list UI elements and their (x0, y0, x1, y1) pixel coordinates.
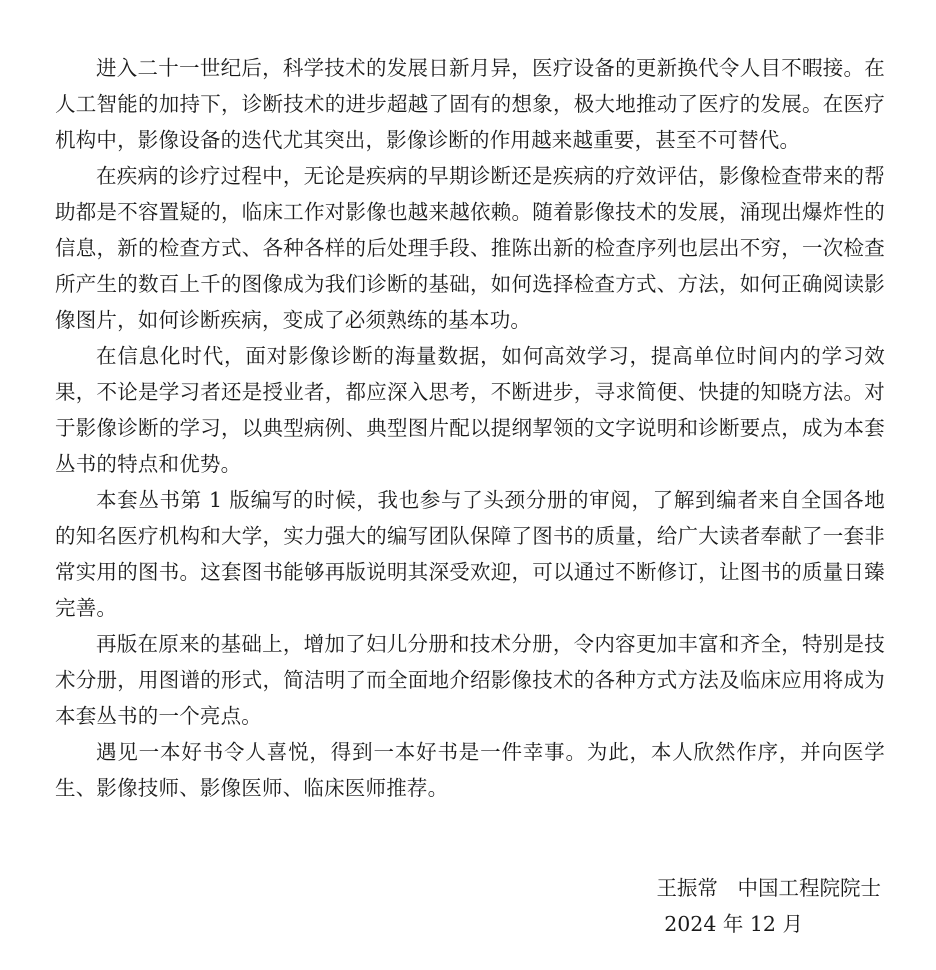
signature-block (656, 870, 881, 942)
paragraph-1: 进入二十一世纪后，科学技术的发展日新月异，医疗设备的更新换代令人目不暇接。在人工智能的加持下，诊断技术的进步超越了固有的想象，极大地推动了医疗的发展。在医疗机构中，影像设备的迭代尤其突出，影像诊断的作用越来越重要，甚至不可替代。 (55, 56, 885, 152)
paragraph-2: 在疾病的诊疗过程中，无论是疾病的早期诊断还是疾病的疗效评估，影像检查带来的帮助都是不容置疑的，临床工作对影像也越来越依赖。随着影像技术的发展，涌现出爆炸性的信息，新的检查方式、各种各样的后处理手段、推陈出新的检查序列也层出不穷，一次检查所产生的数百上千的图像成为我们诊断的基础，如何选择检查方式、方法，如何正确阅读影像图片，如何诊断疾病，变成了必须熟练的基本功。 (55, 164, 885, 332)
author-title: 中国工程院院士 (737, 876, 881, 900)
signature-line (656, 870, 881, 906)
author-name: 王振常 (656, 876, 718, 900)
signature-date: 2024 年 12 月 (664, 912, 803, 936)
paragraph-5: 再版在原来的基础上，增加了妇儿分册和技术分册，令内容更加丰富和齐全，特别是技术分册，用图谱的形式，简洁明了而全面地介绍影像技术的各种方式方法及临床应用将成为本套丛书的一个亮点。 (55, 632, 885, 728)
paragraph-6: 遇见一本好书令人喜悦，得到一本好书是一件幸事。为此，本人欣然作序，并向医学生、影像技师、影像医师、临床医师推荐。 (55, 740, 885, 800)
paragraph-3: 在信息化时代，面对影像诊断的海量数据，如何高效学习，提高单位时间内的学习效果，不论是学习者还是授业者，都应深入思考，不断进步，寻求简便、快捷的知晓方法。对于影像诊断的学习，以典型病例、典型图片配以提纲挈领的文字说明和诊断要点，成为本套丛书的特点和优势。 (55, 344, 885, 476)
preface-body (55, 50, 885, 806)
paragraph-4: 本套丛书第 1 版编写的时候，我也参与了头颈分册的审阅，了解到编者来自全国各地的知名医疗机构和大学，实力强大的编写团队保障了图书的质量，给广大读者奉献了一套非常实用的图书。这套图书能够再版说明其深受欢迎，可以通过不断修订，让图书的质量日臻完善。 (55, 488, 885, 620)
